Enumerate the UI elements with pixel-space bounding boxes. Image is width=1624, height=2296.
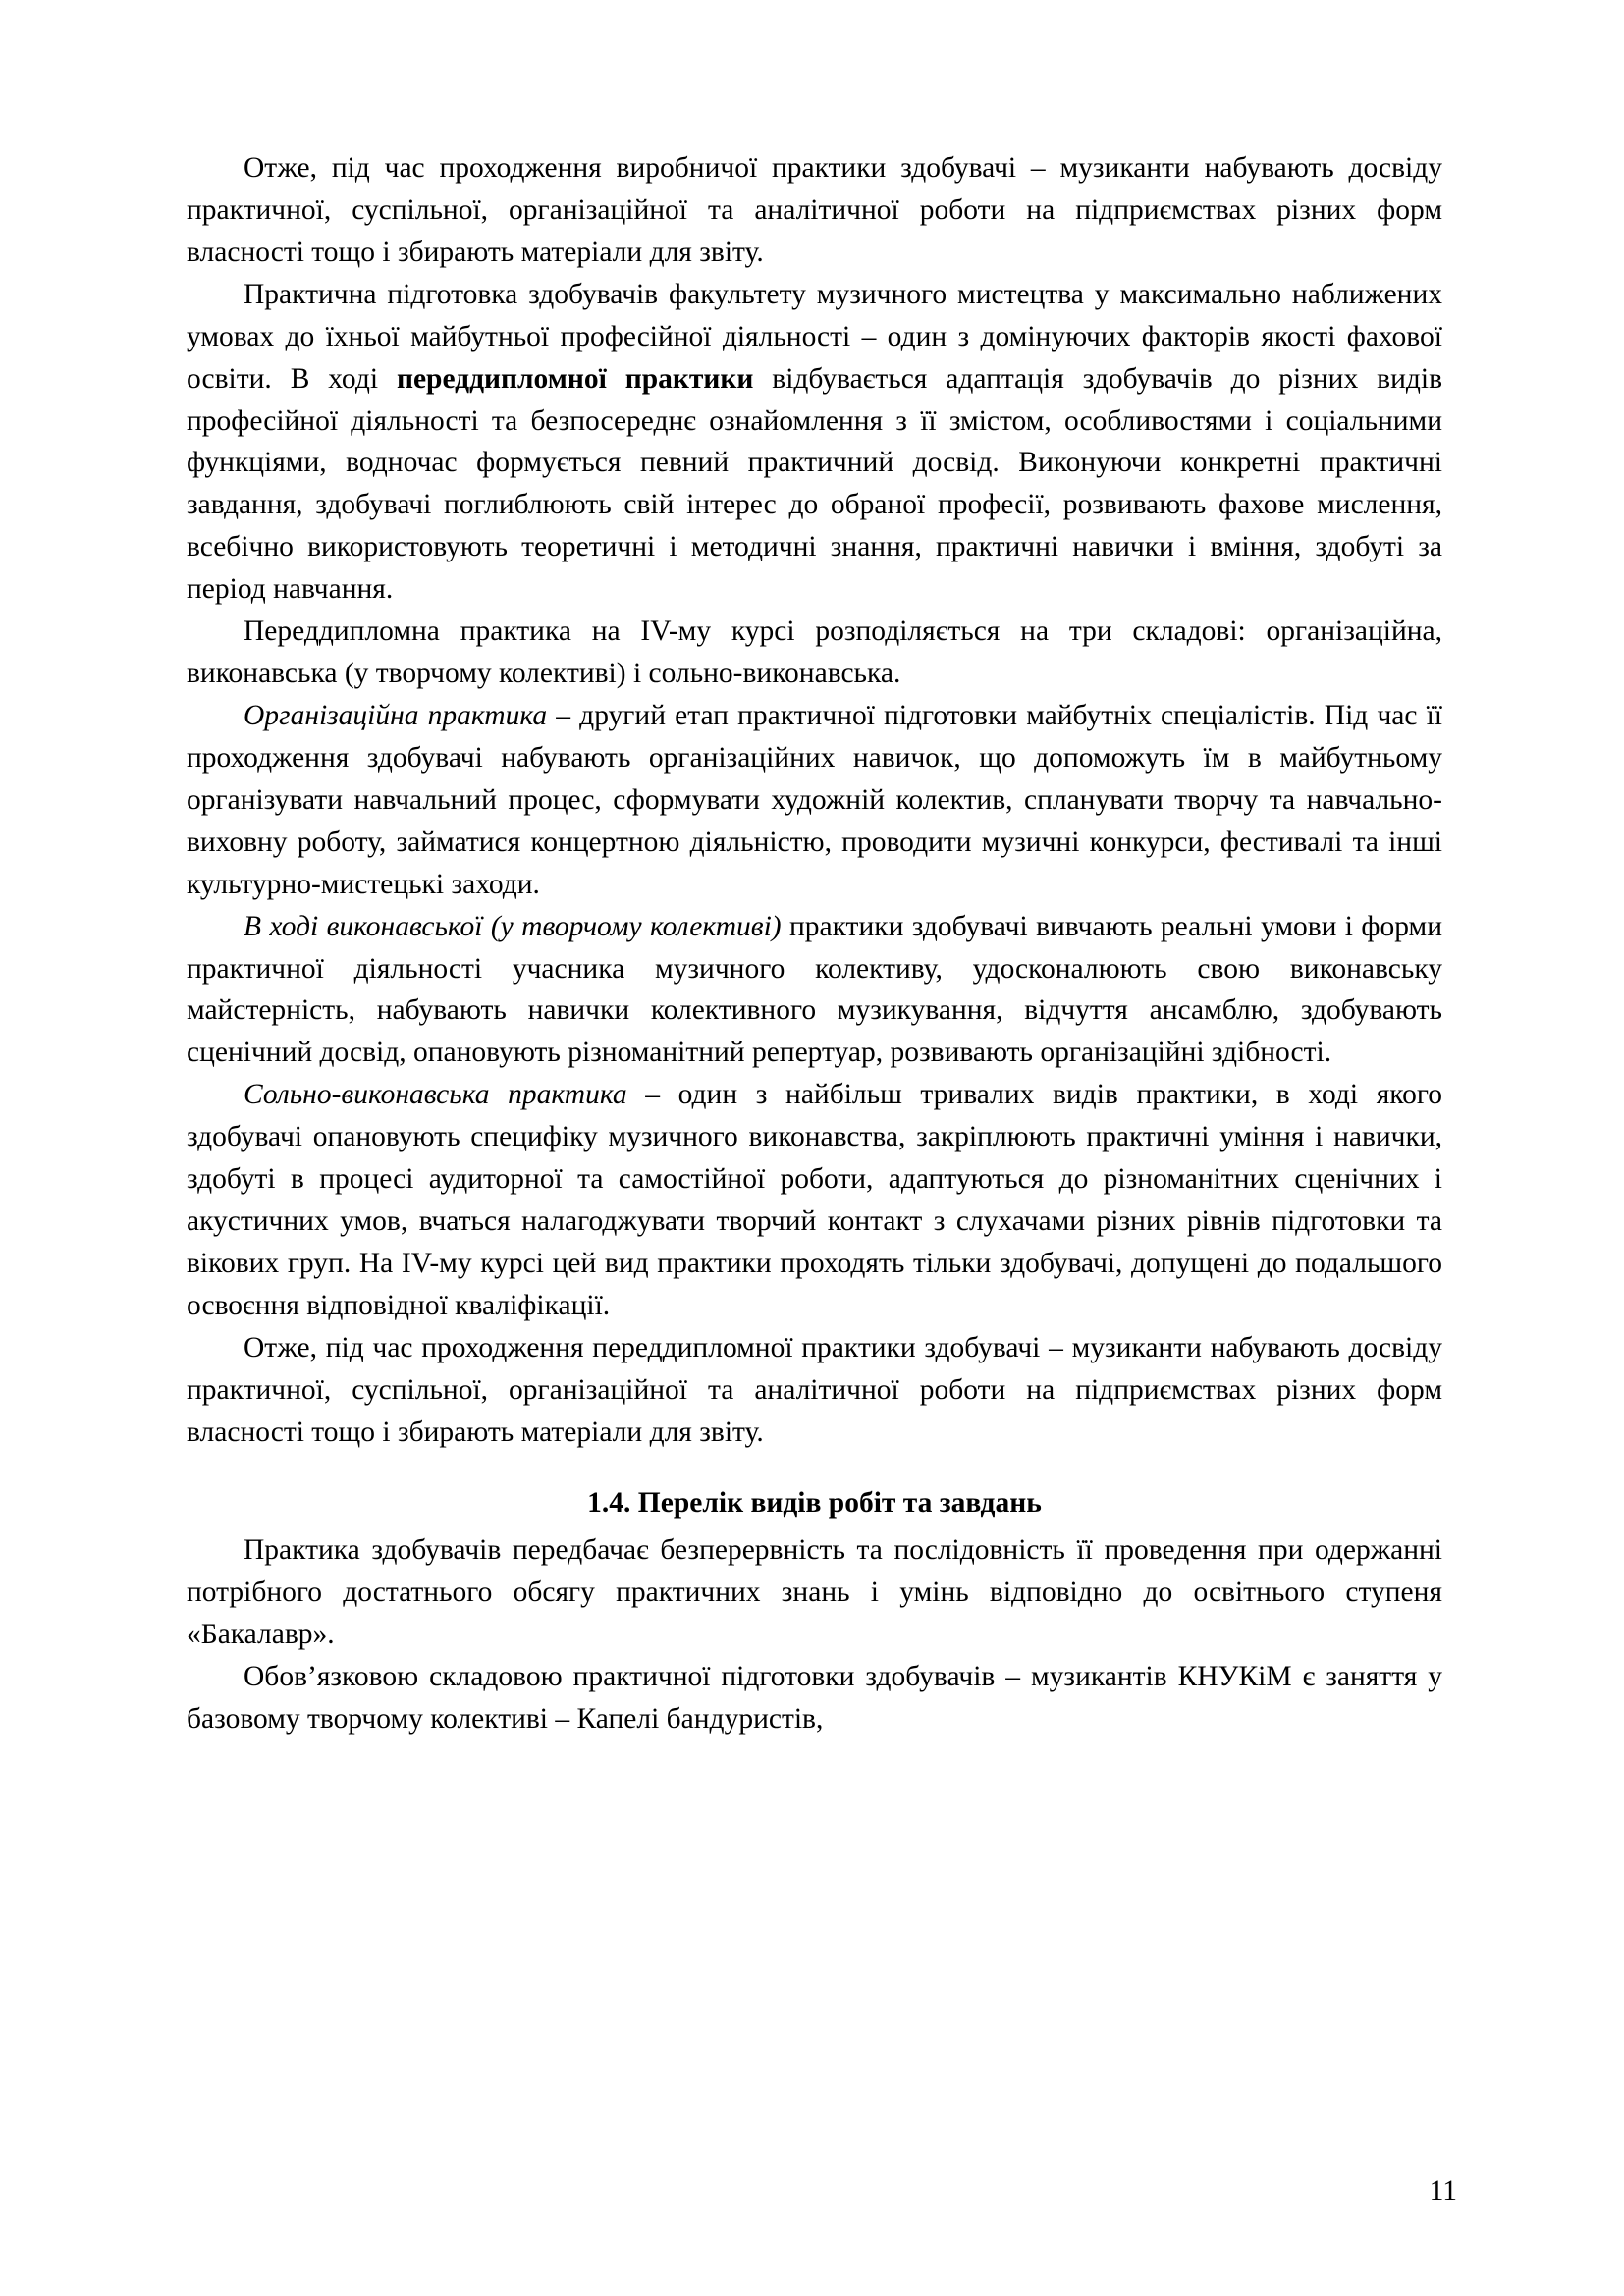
paragraph-5-tail: практики здобувачі вивчають реальні умови і форми практичної діяльності учасника музичного колективу, удосконалюють свою виконавську майстерність, набувають навички колективного музикування, відчуття ансамблю, здобувають сценічний досвід, опановують різноманітний репертуар, розвивають організаційні здібності. (187, 910, 1442, 1069)
paragraph-2 (187, 274, 1442, 611)
section-heading: 1.4. Перелік видів робіт та завдань (587, 1486, 1042, 1519)
paragraph-5-emphasis: В ході виконавської (у творчому колективі) (244, 910, 782, 942)
paragraph-3: Переддипломна практика на IV-му курсі розподіляється на три складові: організаційна, виконавська (у творчому колективі) і сольно-виконавська. (187, 615, 1442, 690)
paragraph-9: Обов’язковою складовою практичної підготовки здобувачів – музикантів КНУКіМ є заняття у базовому творчому колективі – Капелі бандуристів, (187, 1660, 1442, 1735)
paragraph-8: Практика здобувачів передбачає безперервність та послідовність її проведення при одержанні потрібного достатнього обсягу практичних знань і умінь відповідно до освітнього ступеня «Бакалавр». (187, 1533, 1442, 1650)
paragraph-4-emphasis: Організаційна практика (244, 699, 548, 731)
paragraph-2-emphasis: переддипломної практики (396, 362, 754, 395)
page-number: 11 (1429, 2174, 1457, 2207)
paragraph-7: Отже, під час проходження переддипломної практики здобувачі – музиканти набувають досвіду практичної, суспільної, організаційної та аналітичної роботи на підприємствах різних форм власності тощо і збирають матеріали для звіту. (187, 1331, 1442, 1448)
paragraph-4 (187, 695, 1442, 906)
paragraph-5 (187, 906, 1442, 1075)
paragraph-1: Отже, під час проходження виробничої практики здобувачі – музиканти набувають досвіду практичної, суспільної, організаційної та аналітичної роботи на підприємствах різних форм власності тощо і збирають матеріали для звіту. (187, 152, 1442, 268)
paragraph-6-emphasis: Сольно-виконавська практика (244, 1079, 627, 1111)
paragraph-2-lead: Практична підготовка здобувачів факультету музичного мистецтва у максимально наближених умовах до їхньої майбутньої професійної діяльності – один з домінуючих факторів якості фахової освіти. В ході (187, 278, 1442, 395)
paragraph-6 (187, 1074, 1442, 1327)
paragraph-6-tail: – один з найбільш тривалих видів практики, в ході якого здобувачі опановують специфіку музичного виконавства, закріплюють практичні уміння і навички, здобуті в процесі аудиторної та самостійної роботи, адаптуються до різноманітних сценічних і акустичних умов, вчаться налагоджувати творчий контакт з слухачами різних рівнів підготовки та вікових груп. На IV-му курсі цей вид практики проходять тільки здобувачі, допущені до подальшого освоєння відповідної кваліфікації. (187, 1079, 1442, 1321)
paragraph-2-tail: відбувається адаптація здобувачів до різних видів професійної діяльності та безпосереднє ознайомлення з її змістом, особливостями і соціальними функціями, водночас формується певний практичний досвід. Виконуючи конкретні практичні завдання, здобувачі поглиблюють свій інтерес до обраної професії, розвивають фахове мислення, всебічно використовують теоретичні і методичні знання, практичні навички і вміння, здобуті за період навчання. (187, 362, 1442, 606)
paragraph-4-tail: – другий етап практичної підготовки майбутніх спеціалістів. Під час її проходження здобувачі набувають організаційних навичок, що допоможуть їм в майбутньому організувати навчальний процес, сформувати художній колектив, спланувати творчу та навчально-виховну роботу, займатися концертною діяльністю, проводити музичні конкурси, фестивалі та інші культурно-мистецькі заходи. (187, 699, 1443, 900)
